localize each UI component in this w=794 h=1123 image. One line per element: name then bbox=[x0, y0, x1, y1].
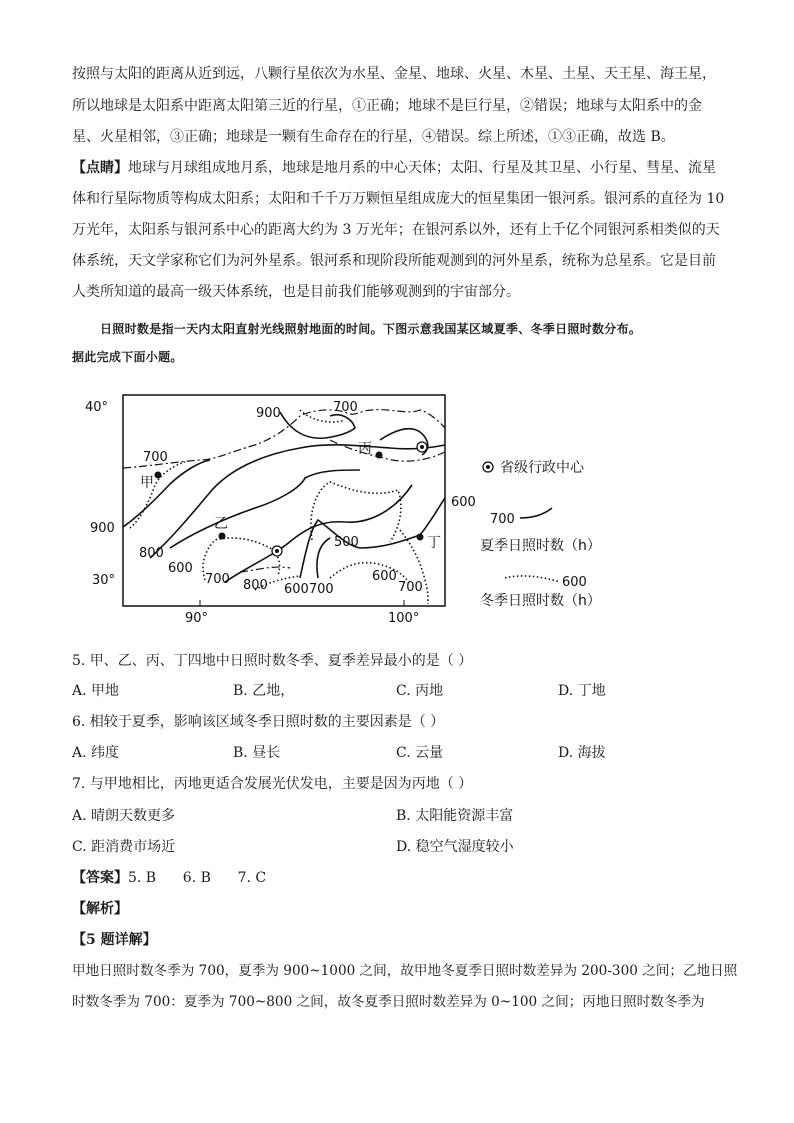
dianjing-line: 体和行星际物质等构成太阳系；太阳和千千万万颗恒星组成庞大的恒星集团一银河系。银河系的直径为 10 bbox=[72, 191, 725, 207]
option-c: C. 丙地 bbox=[396, 683, 444, 699]
answer-text: 5. B 6. B 7. C bbox=[128, 870, 267, 886]
place-label-jia: 甲 bbox=[140, 475, 154, 491]
value-label: 700 bbox=[143, 450, 168, 465]
summer-isoline bbox=[170, 470, 360, 548]
option-b: B. 昼长 bbox=[233, 745, 281, 761]
question-stem: 7. 与甲地相比，丙地更适合发展光伏发电，主要是因为丙地（ ） bbox=[72, 776, 473, 792]
value-label: 800 bbox=[139, 546, 164, 561]
place-label-bing: 丙 bbox=[358, 441, 372, 457]
value-label: 700 bbox=[205, 572, 230, 587]
value-label: 800 bbox=[243, 578, 268, 593]
legend-winter-label: 冬季日照时数（h） bbox=[480, 593, 601, 609]
legend-summer-value: 700 bbox=[490, 512, 515, 527]
value-label: 700 bbox=[333, 400, 358, 415]
dianjing-tag: 【点睛】 bbox=[72, 160, 128, 176]
answer-line bbox=[72, 868, 266, 888]
value-label: 600 bbox=[451, 495, 476, 510]
point-jia bbox=[155, 472, 162, 479]
paragraph-line: 按照与太阳的距离从近到远，八颗行星依次为水星、金星、地球、火星、木星、土星、天王星、海王星， bbox=[72, 66, 716, 82]
option-b: B. 太阳能资源丰富 bbox=[396, 808, 514, 824]
capital-marker bbox=[272, 546, 282, 556]
question-stem: 5. 甲、乙、丙、丁四地中日照时数冬季、夏季差异最小的是（ ） bbox=[72, 653, 473, 669]
paragraph-line: 星、火星相邻，③正确；地球是一颗有生命存在的行星，④错误。综上所述，①③正确，故选 B。 bbox=[72, 129, 675, 145]
option-b: B. 乙地， bbox=[233, 683, 295, 699]
summer-isoline bbox=[225, 485, 412, 582]
value-label: 600 bbox=[372, 569, 397, 584]
option-a: A. 晴朗天数更多 bbox=[72, 808, 176, 824]
option-d: D. 丁地 bbox=[558, 683, 606, 699]
point-bing bbox=[376, 452, 383, 459]
explanation-line: 甲地日照时数冬季为 700，夏季为 900~1000 之间，故甲地冬夏季日照时数差异为 200-300 之间；乙地日照 bbox=[72, 963, 738, 979]
legend-capital bbox=[483, 462, 493, 472]
dianjing-text: 地球与月球组成地月系，地球是地月系的中心天体；太阳、行星及其卫星、小行星、彗星、流星 bbox=[128, 160, 716, 176]
lat-label-30: 30° bbox=[92, 573, 116, 588]
lat-label-40: 40° bbox=[85, 400, 109, 415]
lon-label-100: 100° bbox=[388, 611, 420, 626]
legend-summer-line bbox=[520, 508, 552, 518]
option-a: A. 纬度 bbox=[72, 745, 120, 761]
point-ding bbox=[417, 534, 424, 541]
capital-marker bbox=[417, 442, 427, 452]
place-label-ding: 丁 bbox=[427, 535, 441, 551]
explanation-line: 时数冬季为 700：夏季为 700~800 之间，故冬夏季日照时数差异为 0~100 之间；丙地日照时数冬季为 bbox=[72, 994, 705, 1010]
value-label: 600700 bbox=[284, 582, 334, 597]
winter-isoline bbox=[311, 482, 401, 542]
option-a: A. 甲地 bbox=[72, 683, 120, 699]
intro-line: 据此完成下面小题。 bbox=[72, 350, 183, 364]
option-c: C. 距消费市场近 bbox=[72, 839, 176, 855]
value-label: 600 bbox=[168, 561, 193, 576]
summer-isoline bbox=[280, 412, 355, 438]
value-label: 900 bbox=[90, 521, 115, 536]
place-label-yi: 乙 bbox=[214, 516, 228, 532]
dianjing-line: 人类所知道的最高一级天体系统，也是目前我们能够观测到的宇宙部分。 bbox=[72, 284, 520, 300]
intro-line: 日照时数是指一天内太阳直射光线照射地面的时间。下图示意我国某区域夏季、冬季日照时数分布。 bbox=[100, 322, 642, 336]
q5-tag: 【5 题详解】 bbox=[72, 932, 157, 948]
analysis-tag: 【解析】 bbox=[72, 901, 128, 917]
option-d: D. 稳空气湿度较小 bbox=[396, 839, 514, 855]
lon-label-90: 90° bbox=[185, 611, 209, 626]
value-label: 900 bbox=[256, 406, 281, 421]
summer-isoline bbox=[317, 538, 330, 578]
dianjing-line: 万光年，太阳系与银河系中心的距离大约为 3 万光年；在银河系以外，还有上千亿个同银河系相类似的天 bbox=[72, 222, 720, 238]
legend-winter-value: 600 bbox=[562, 575, 587, 590]
legend-capital-label: 省级行政中心 bbox=[500, 460, 584, 476]
option-d: D. 海拔 bbox=[558, 745, 606, 761]
value-label: 500 bbox=[334, 535, 359, 550]
answer-tag: 【答案】 bbox=[72, 870, 128, 886]
dianjing-line: 体系统，天文学家称它们为河外星系。银河系和现阶段所能观测到的河外星系，统称为总星系。它是目前 bbox=[72, 253, 716, 269]
option-c: C. 云量 bbox=[396, 745, 444, 761]
question-stem: 6. 相较于夏季，影响该区域冬季日照时数的主要因素是（ ） bbox=[72, 714, 445, 730]
legend-summer-label: 夏季日照时数（h） bbox=[480, 538, 601, 554]
value-label: 700 bbox=[398, 580, 423, 595]
point-yi bbox=[219, 533, 226, 540]
legend-winter-line bbox=[505, 576, 560, 582]
paragraph-line: 所以地球是太阳系中距离太阳第三近的行星，①正确；地球不是巨行星，②错误；地球与太阳系中的金 bbox=[72, 98, 702, 114]
summer-isoline bbox=[123, 460, 210, 527]
